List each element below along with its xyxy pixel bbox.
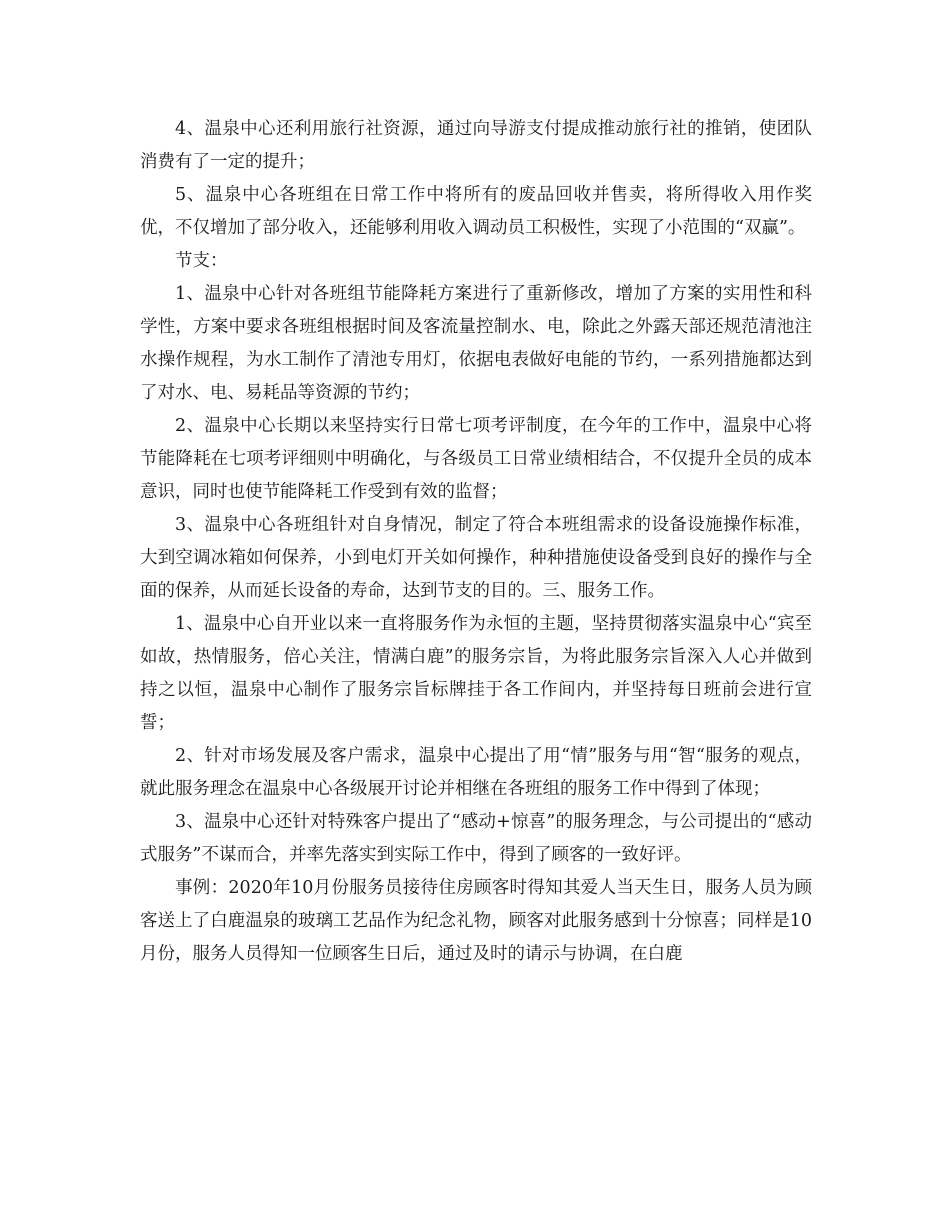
paragraph-example: 事例：2020年10月份服务员接待住房顾客时得知其爱人当天生日，服务人员为顾客送上了白鹿温泉的玻璃工艺品作为纪念礼物，顾客对此服务感到十分惊喜；同样是10月份，服务人员得知一位顾客生日后，通过及时的请示与协调，在白鹿 <box>140 878 812 964</box>
paragraph-surprise-service: 3、温泉中心还针对特殊客户提出了“感动+惊喜”的服务理念，与公司提出的“感动式服务”不谋而合，并率先落实到实际工作中，得到了顾客的一致好评。 <box>140 812 812 865</box>
section-heading-cost-saving: 节支： <box>175 251 228 271</box>
paragraph-service-concept: 2、针对市场发展及客户需求，温泉中心提出了用“情”服务与用“智“服务的观点，就此服务理念在温泉中心各级展开讨论并相继在各班组的服务工作中得到了体现； <box>140 746 812 799</box>
document-body <box>140 113 812 971</box>
paragraph-evaluation-system: 2、温泉中心长期以来坚持实行日常七项考评制度，在今年的工作中，温泉中心将节能降耗在七项考评细则中明确化，与各级员工日常业绩相结合，不仅提升全员的成本意识，同时也使节能降耗工作受到有效的监督； <box>140 416 812 502</box>
paragraph-travel-agency: 4、温泉中心还利用旅行社资源，通过向导游支付提成推动旅行社的推销，使团队消费有了一定的提升； <box>140 119 812 172</box>
paragraph-equipment-standards: 3、温泉中心各班组针对自身情况，制定了符合本班组需求的设备设施操作标准，大到空调冰箱如何保养，小到电灯开关如何操作，种种措施使设备受到良好的操作与全面的保养，从而延长设备的寿命，达到节支的目的。三、服务工作。 <box>140 515 812 601</box>
paragraph-service-theme: 1、温泉中心自开业以来一直将服务作为永恒的主题，坚持贯彻落实温泉中心“宾至如故，热情服务，倍心关注，情满白鹿”的服务宗旨，为将此服务宗旨深入人心并做到持之以恒，温泉中心制作了服务宗旨标牌挂于各工作间内，并坚持每日班前会进行宣誓； <box>140 614 812 733</box>
paragraph-energy-saving-plan: 1、温泉中心针对各班组节能降耗方案进行了重新修改，增加了方案的实用性和科学性，方案中要求各班组根据时间及客流量控制水、电，除此之外露天部还规范清池注水操作规程，为水工制作了清池专用灯，依据电表做好电能的节约，一系列措施都达到了对水、电、易耗品等资源的节约； <box>140 284 812 403</box>
paragraph-waste-recycling: 5、温泉中心各班组在日常工作中将所有的废品回收并售卖，将所得收入用作奖优，不仅增加了部分收入，还能够利用收入调动员工积极性，实现了小范围的“双赢”。 <box>140 185 812 238</box>
